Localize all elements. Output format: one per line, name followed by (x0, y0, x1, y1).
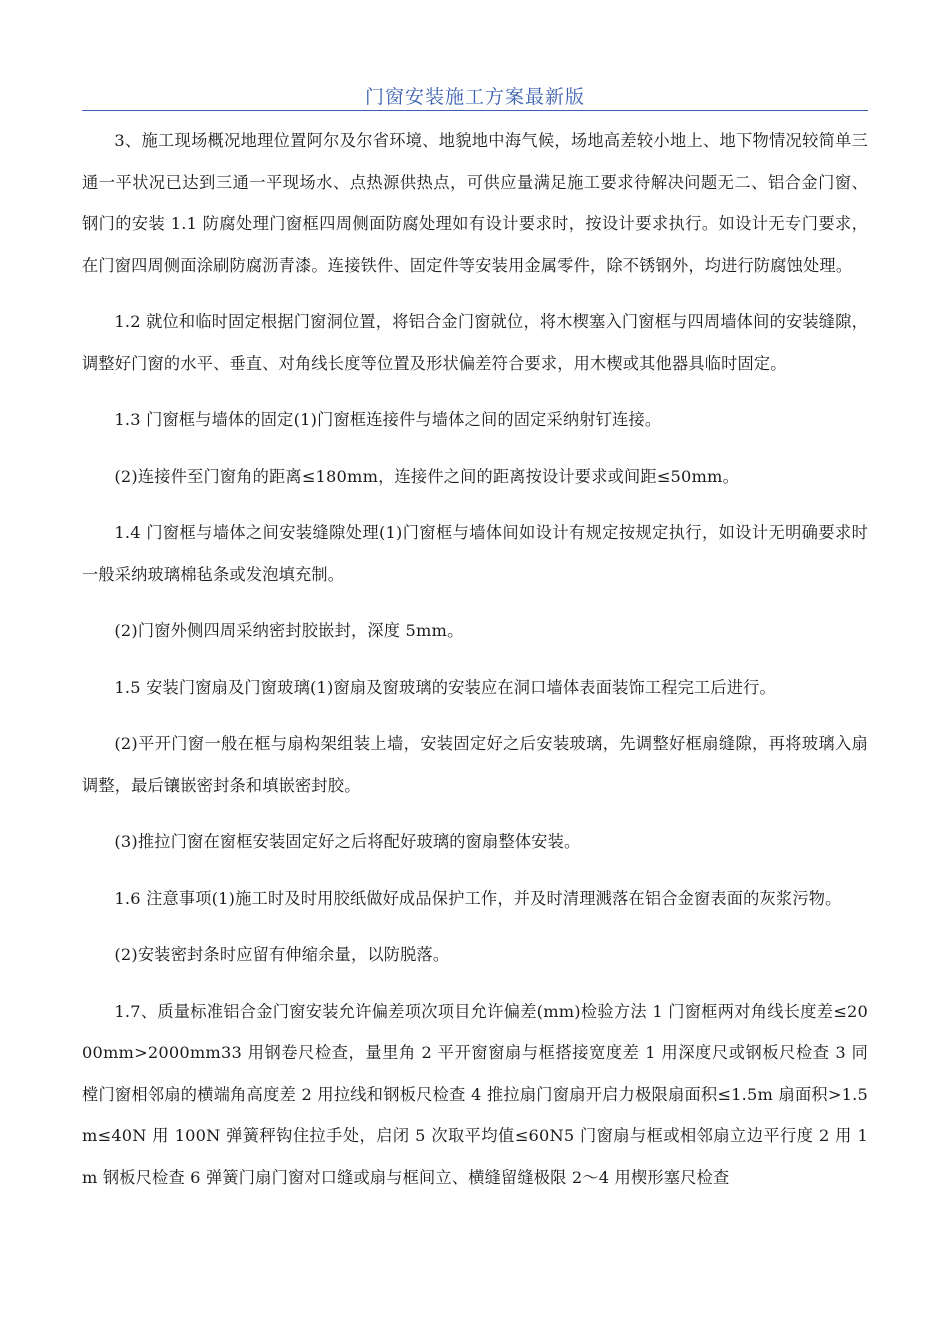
page-header (82, 80, 868, 111)
paragraph-sealant: (2)门窗外侧四周采纳密封胶嵌封，深度 5mm。 (114, 621, 464, 640)
paragraph-casement: (2)平开门窗一般在框与扇构架组装上墙，安装固定好之后安装玻璃，先调整好框扇缝隙，再将玻璃入扇调整，最后镶嵌密封条和填嵌密封胶。 (82, 734, 868, 795)
document-page (82, 0, 868, 1344)
page-title: 门窗安装施工方案最新版 (364, 86, 585, 108)
paragraph-gap-treatment: 1.4 门窗框与墙体之间安装缝隙处理(1)门窗框与墙体间如设计有规定按规定执行，如设计无明确要求时一般采纳玻璃棉毡条或发泡填充制。 (82, 523, 868, 584)
paragraph-precautions: 1.6 注意事项(1)施工时及时用胶纸做好成品保护工作，并及时清理溅落在铝合金窗表面的灰浆污物。 (114, 888, 842, 908)
paragraph-sash-install: 1.5 安装门窗扇及门窗玻璃(1)窗扇及窗玻璃的安装应在洞口墙体表面装饰工程完工后进行。 (114, 677, 776, 697)
paragraph-positioning: 1.2 就位和临时固定根据门窗洞位置，将铝合金门窗就位，将木楔塞入门窗框与四周墙体间的安装缝隙，调整好门窗的水平、垂直、对角线长度等位置及形状偏差符合要求，用木楔或其他器具临时固定。 (82, 312, 868, 373)
paragraph-sliding: (3)推拉门窗在窗框安装固定好之后将配好玻璃的窗扇整体安装。 (114, 832, 581, 851)
paragraph-quality-standard: 1.7、质量标准铝合金门窗安装允许偏差项次项目允许偏差(mm)检验方法 1 门窗框两对角线长度差≤2000mm>2000mm33 用钢卷尺检查，量里角 2 平开窗窗扇与框搭接宽度差 1 用深度尺或钢板尺检查 3 同樘门窗相邻扇的横端角高度差 2 用拉线和钢板尺检查 4 推拉扇门窗扇开启力极限扇面积≤1.5m 扇面积>1.5m≤40N 用 100N 弹簧秤钩住拉手处，启闭 5 次取平均值≤60N5 门窗扇与框或相邻扇立边平行度 2 用 1m 钢板尺检查 6 弹簧门扇门窗对口缝或扇与框间立、横缝留缝极限 2～4 用楔形塞尺检查 (82, 1001, 868, 1187)
paragraph-frame-fixing: 1.3 门窗框与墙体的固定(1)门窗框连接件与墙体之间的固定采纳射钉连接。 (114, 410, 662, 429)
paragraph-seal-strip: (2)安装密封条时应留有伸缩余量，以防脱落。 (114, 945, 450, 964)
document-body (82, 120, 868, 1213)
paragraph-site-overview: 3、施工现场概况地理位置阿尔及尔省环境、地貌地中海气候，场地高差较小地上、地下物情况较简单三通一平状况已达到三通一平现场水、点热源供热点，可供应量满足施工要求待解决问题无二、铝合金门窗、钢门的安装 1.1 防腐处理门窗框四周侧面防腐处理如有设计要求时，按设计要求执行。如设计无专门要求，在门窗四周侧面涂刷防腐沥青漆。连接铁件、固定件等安装用金属零件，除不锈钢外，均进行防腐蚀处理。 (82, 131, 868, 275)
paragraph-connector-distance: (2)连接件至门窗角的距离≤180mm，连接件之间的距离按设计要求或间距≤50mm。 (114, 466, 739, 486)
